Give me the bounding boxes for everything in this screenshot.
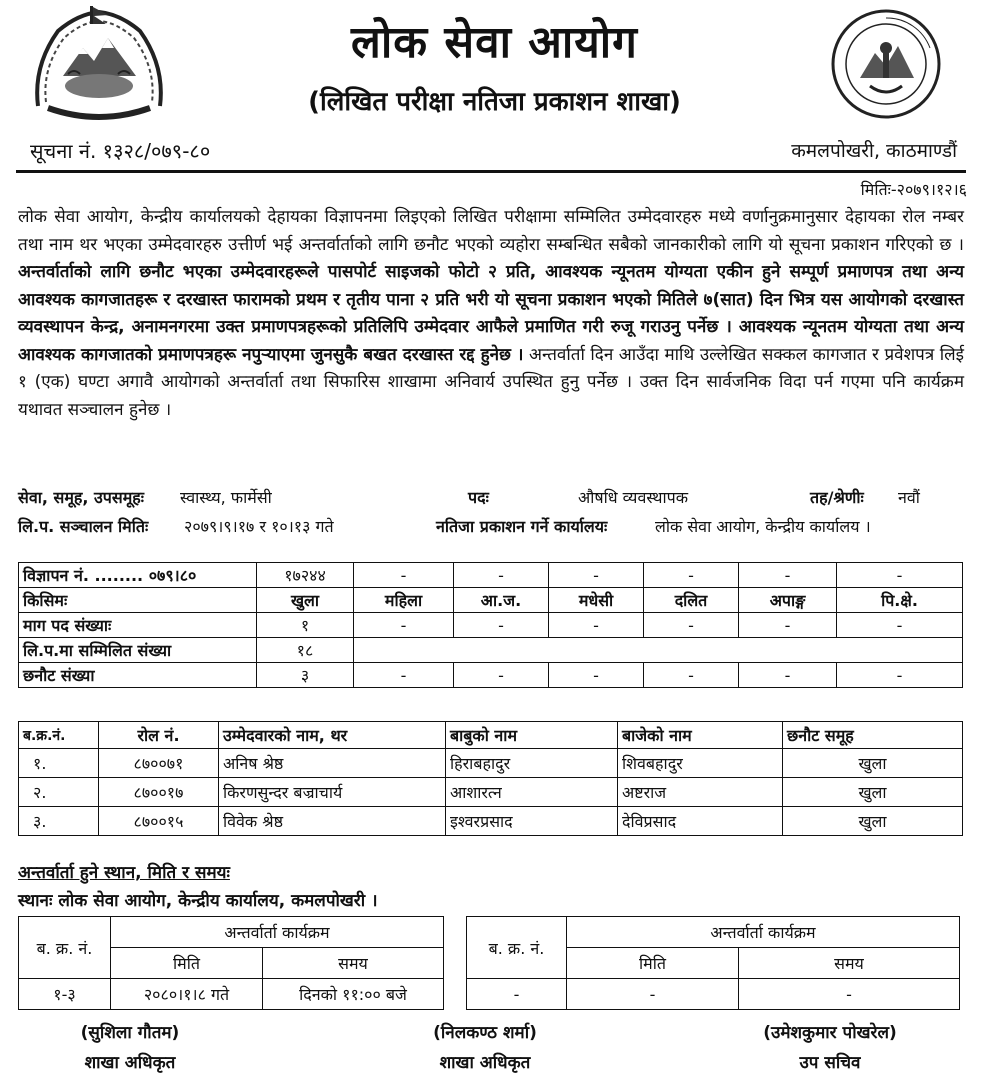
table-row xyxy=(467,917,960,948)
time-cell: - xyxy=(739,979,960,1010)
time-cell: दिनको ११:०० बजे xyxy=(263,979,444,1010)
header-divider xyxy=(16,170,966,173)
notice-date: मितिः-२०७९।१२।६ xyxy=(860,180,967,199)
service-value: स्वास्थ्य, फार्मेसी xyxy=(180,488,272,507)
table-row xyxy=(19,917,444,948)
interview-table-right xyxy=(466,916,960,1010)
date-cell: - xyxy=(567,979,739,1010)
column-header: बाबुको नाम xyxy=(446,722,618,749)
attended-label: लि.प.मा सम्मिलित संख्या xyxy=(19,638,257,663)
serial-cell: २. xyxy=(19,778,99,807)
serial-cell: ३. xyxy=(19,807,99,836)
signatory-name-2: (निलकण्ठ शर्मा) xyxy=(433,1023,537,1043)
group-cell: खुला xyxy=(783,749,963,778)
table-cell: - xyxy=(739,663,837,688)
name-cell: अनिष श्रेष्ठ xyxy=(219,749,446,778)
interview-heading: अन्तर्वार्ता हुने स्थान, मिति र समयः xyxy=(18,863,230,883)
level-value: नवौं xyxy=(898,488,920,507)
interview-table-left xyxy=(18,916,444,1010)
serial-cell: १. xyxy=(19,749,99,778)
table-cell: - xyxy=(644,563,739,588)
program-header: अन्तर्वार्ता कार्यक्रम xyxy=(567,917,960,948)
roll-cell: ८७००७१ xyxy=(99,749,219,778)
demand-row xyxy=(19,613,963,638)
results-header-row xyxy=(19,722,963,749)
group-cell: खुला xyxy=(783,778,963,807)
table-cell: - xyxy=(837,663,963,688)
table-cell: - xyxy=(354,563,454,588)
date-header: मिति xyxy=(567,948,739,979)
grandfather-cell: शिवबहादुर xyxy=(618,749,783,778)
father-cell: इश्वरप्रसाद xyxy=(446,807,618,836)
selected-row xyxy=(19,663,963,688)
demand-label: माग पद संख्याः xyxy=(19,613,257,638)
roll-cell: ८७००१७ xyxy=(99,778,219,807)
table-cell: १ xyxy=(257,613,354,638)
table-cell: - xyxy=(354,663,454,688)
office-label: नतिजा प्रकाशन गर्ने कार्यालयः xyxy=(436,517,608,536)
table-cell: - xyxy=(837,613,963,638)
office-value: लोक सेवा आयोग, केन्द्रीय कार्यालय । xyxy=(655,517,871,536)
service-label: सेवा, समूह, उपसमूहः xyxy=(18,488,145,507)
attended-value: १८ xyxy=(257,638,354,663)
ad-label: विज्ञापन नं. ........ ०७९।८० xyxy=(19,563,257,588)
body-para-2: अन्तर्वार्ता दिन आउँदा माथि उल्लेखित सक्कल कागजात र प्रवेशपत्र लिई १ (एक) घण्टा अगावै आयोगको अन्तर्वार्ता तथा सिफारिस शाखामा अनिवार्य उपस्थित हुनु पर्नेछ । उक्त दिन सार्वजनिक विदा पर्न गएमा पनि कार्यक्रम यथावत सञ्चालन हुनेछ । xyxy=(18,344,965,420)
selected-label: छनौट संख्या xyxy=(19,663,257,688)
table-row xyxy=(19,979,444,1010)
notice-body xyxy=(18,204,964,424)
office-location: कमलपोखरी, काठमाण्डौं xyxy=(791,140,957,162)
column-header: छनौट समूह xyxy=(783,722,963,749)
table-cell: - xyxy=(454,663,549,688)
sn-header: ब. क्र. नं. xyxy=(19,917,111,979)
table-cell: - xyxy=(739,613,837,638)
page-title: लोक सेवा आयोग xyxy=(351,17,638,68)
name-cell: किरणसुन्दर बज्राचार्य xyxy=(219,778,446,807)
table-cell: - xyxy=(454,563,549,588)
type-header: मधेसी xyxy=(549,588,644,613)
table-row xyxy=(19,778,963,807)
table-row xyxy=(467,979,960,1010)
body-para-bold: अन्तर्वार्ताको लागि छनौट भएका उम्मेदवारहरूले पासपोर्ट साइजको फोटो २ प्रति, आवश्यक न्यूनतम योग्यता एकीन हुने सम्पूर्ण प्रमाणपत्र तथा अन्य आवश्यक कागजातहरू र दरखास्त फारामको प्रथम र तृतीय पाना २ प्रति भरी यो सूचना प्रकाशन भएको मितिले ७(सात) दिन भित्र यस आयोगको दरखास्त व्यवस्थापन केन्द्र, अनामनगरमा उक्त प्रमाणपत्रहरूको प्रतिलिपि उम्मेदवार आफैले प्रमाणित गरी रुजू गराउनु पर्नेछ । आवश्यक न्यूनतम योग्यता तथा अन्य आवश्यक कागजातको प्रमाणपत्रहरू नपुऱ्याएमा जुनसुकै बखत दरखास्त रद्द हुनेछ । xyxy=(18,262,964,365)
program-header: अन्तर्वार्ता कार्यक्रम xyxy=(111,917,444,948)
level-label: तह/श्रेणीः xyxy=(810,488,864,507)
sn-cell: - xyxy=(467,979,567,1010)
table-cell xyxy=(354,638,963,663)
signatory-title-2: शाखा अधिकृत xyxy=(439,1053,531,1073)
type-label: किसिमः xyxy=(19,588,257,613)
father-cell: आशारत्न xyxy=(446,778,618,807)
column-header: उम्मेदवारको नाम, थर xyxy=(219,722,446,749)
table-cell: - xyxy=(549,613,644,638)
type-header: महिला xyxy=(354,588,454,613)
post-label: पदः xyxy=(468,488,489,507)
table-cell: - xyxy=(739,563,837,588)
attended-row xyxy=(19,638,963,663)
table-cell: - xyxy=(549,663,644,688)
sn-header: ब. क्र. नं. xyxy=(467,917,567,979)
time-header: समय xyxy=(263,948,444,979)
results-table xyxy=(18,721,963,836)
table-row xyxy=(19,749,963,778)
notice-number: सूचना नं. १३२८/०७९-८० xyxy=(30,139,211,163)
signatory-name-1: (सुशिला गौतम) xyxy=(80,1023,180,1043)
type-header: खुला xyxy=(257,588,354,613)
signatory-title-3: उप सचिव xyxy=(799,1053,861,1073)
vacancy-table xyxy=(18,562,963,688)
table-cell: ३ xyxy=(257,663,354,688)
exam-date-value: २०७९।९।१७ र १०।१३ गते xyxy=(184,517,334,536)
table-cell: - xyxy=(454,613,549,638)
type-header: आ.ज. xyxy=(454,588,549,613)
signatory-name-3: (उमेशकुमार पोखरेल) xyxy=(763,1023,897,1043)
grandfather-cell: देविप्रसाद xyxy=(618,807,783,836)
sn-cell: १-३ xyxy=(19,979,111,1010)
table-cell: - xyxy=(644,663,739,688)
time-header: समय xyxy=(739,948,960,979)
column-header: बाजेको नाम xyxy=(618,722,783,749)
interview-venue: स्थानः लोक सेवा आयोग, केन्द्रीय कार्यालय, कमलपोखरी । xyxy=(18,891,378,911)
post-value: औषधि व्यवस्थापक xyxy=(578,488,688,507)
table-cell: - xyxy=(354,613,454,638)
name-cell: विवेक श्रेष्ठ xyxy=(219,807,446,836)
page-subtitle: (लिखित परीक्षा नतिजा प्रकाशन शाखा) xyxy=(308,87,681,117)
type-header: दलित xyxy=(644,588,739,613)
date-header: मिति xyxy=(111,948,263,979)
table-cell: १७२४४ xyxy=(257,563,354,588)
table-cell: - xyxy=(549,563,644,588)
type-row xyxy=(19,588,963,613)
body-para-1: लोक सेवा आयोग, केन्द्रीय कार्यालयको देहायका विज्ञापनमा लिइएको लिखित परीक्षामा सम्मिलित उम्मेदवारहरु मध्ये वर्णानुक्रमानुसार देहायका रोल नम्बर तथा नाम थर भएका उम्मेदवारहरु उत्तीर्ण भई अन्तर्वार्ताको लागि छनौट भएको व्यहोरा सम्बन्धित सबैको जानकारीको लागि यो सूचना प्रकाशन गरिएको छ । xyxy=(18,207,964,255)
grandfather-cell: अष्टराज xyxy=(618,778,783,807)
roll-cell: ८७००१५ xyxy=(99,807,219,836)
table-cell: - xyxy=(837,563,963,588)
type-header: पि.क्षे. xyxy=(837,588,963,613)
ad-row xyxy=(19,563,963,588)
exam-date-label: लि.प. सञ्चालन मितिः xyxy=(18,517,149,536)
father-cell: हिराबहादुर xyxy=(446,749,618,778)
group-cell: खुला xyxy=(783,807,963,836)
table-row xyxy=(19,807,963,836)
column-header: रोल नं. xyxy=(99,722,219,749)
signatory-title-1: शाखा अधिकृत xyxy=(84,1053,176,1073)
date-cell: २०८०।१।८ गते xyxy=(111,979,263,1010)
column-header: ब.क्र.नं. xyxy=(19,722,99,749)
type-header: अपाङ्ग xyxy=(739,588,837,613)
table-cell: - xyxy=(644,613,739,638)
